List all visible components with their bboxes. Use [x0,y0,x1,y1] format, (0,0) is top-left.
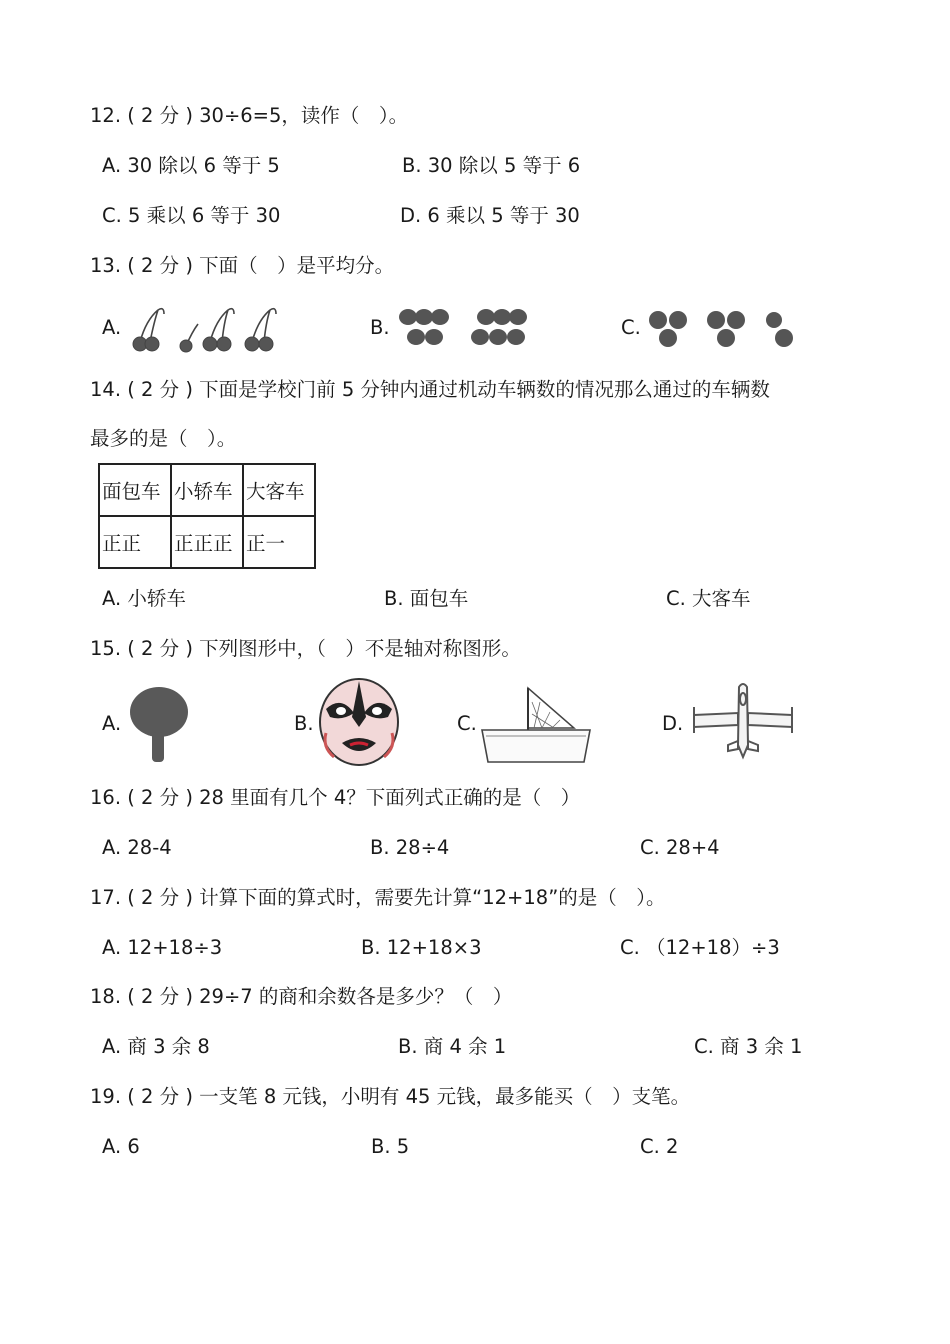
q18-option-a[interactable]: A. 商 3 余 8 [102,1035,210,1058]
question-18-stem: 18. ( 2 分 ) 29÷7 的商和余数各是多少？（ ） [90,985,513,1008]
q19-option-a[interactable]: A. 6 [102,1135,140,1158]
q17-option-b[interactable]: B. 12+18×3 [361,936,482,959]
opera-mask-icon [316,677,402,767]
q16-option-a[interactable]: A. 28-4 [102,836,172,859]
q17-option-c[interactable]: C. （12+18）÷3 [620,936,780,959]
q17-option-a[interactable]: A. 12+18÷3 [102,936,223,959]
q19-option-c[interactable]: C. 2 [640,1135,679,1158]
question-14-stem-line1: 14. ( 2 分 ) 下面是学校门前 5 分钟内通过机动车辆数的情况那么通过的车辆数 [90,378,770,401]
table-tally-sedan: 正正正 [171,516,243,568]
q14-option-b[interactable]: B. 面包车 [384,587,469,610]
q16-option-c[interactable]: C. 28+4 [640,836,720,859]
question-17-stem: 17. ( 2 分 ) 计算下面的算式时，需要先计算“12+18”的是（ ）。 [90,886,666,909]
question-15-stem: 15. ( 2 分 ) 下列图形中，（ ）不是轴对称图形。 [90,637,521,660]
sailboat-icon [480,684,592,764]
table-header-sedan: 小轿车 [171,464,243,516]
q18-option-b[interactable]: B. 商 4 余 1 [398,1035,507,1058]
paddle-icon [128,686,192,764]
q12-option-b[interactable]: B. 30 除以 5 等于 6 [402,154,581,177]
tomatoes-icon [646,306,800,350]
q15-option-d[interactable]: D. [662,712,684,735]
table-tally-bus: 正一 [243,516,315,568]
q19-option-b[interactable]: B. 5 [371,1135,410,1158]
question-13-stem: 13. ( 2 分 ) 下面（ ）是平均分。 [90,254,395,277]
q16-option-b[interactable]: B. 28÷4 [370,836,450,859]
strawberries-icon [396,305,544,349]
q13-option-a[interactable]: A. [102,316,122,339]
table-header-minibus: 面包车 [99,464,171,516]
q15-option-c[interactable]: C. [457,712,477,735]
question-14-stem-line2: 最多的是（ ）。 [90,427,237,450]
q12-option-c[interactable]: C. 5 乘以 6 等于 30 [102,204,281,227]
q18-option-c[interactable]: C. 商 3 余 1 [694,1035,803,1058]
question-12-stem: 12. ( 2 分 ) 30÷6=5，读作（ ）。 [90,104,409,127]
question-19-stem: 19. ( 2 分 ) 一支笔 8 元钱，小明有 45 元钱，最多能买（ ）支笔。 [90,1085,691,1108]
vehicle-tally-table [98,463,316,569]
q15-option-b[interactable]: B. [294,712,314,735]
q14-option-c[interactable]: C. 大客车 [666,587,751,610]
q13-option-c[interactable]: C. [621,316,641,339]
q12-option-a[interactable]: A. 30 除以 6 等于 5 [102,154,280,177]
q13-option-b[interactable]: B. [370,316,390,339]
q14-option-a[interactable]: A. 小轿车 [102,587,186,610]
q12-option-d[interactable]: D. 6 乘以 5 等于 30 [400,204,580,227]
airplane-icon [690,683,796,761]
q15-option-a[interactable]: A. [102,712,122,735]
cherries-icon [128,302,286,354]
table-tally-minibus: 正正 [99,516,171,568]
question-16-stem: 16. ( 2 分 ) 28 里面有几个 4？下面列式正确的是（ ） [90,786,581,809]
table-header-bus: 大客车 [243,464,315,516]
